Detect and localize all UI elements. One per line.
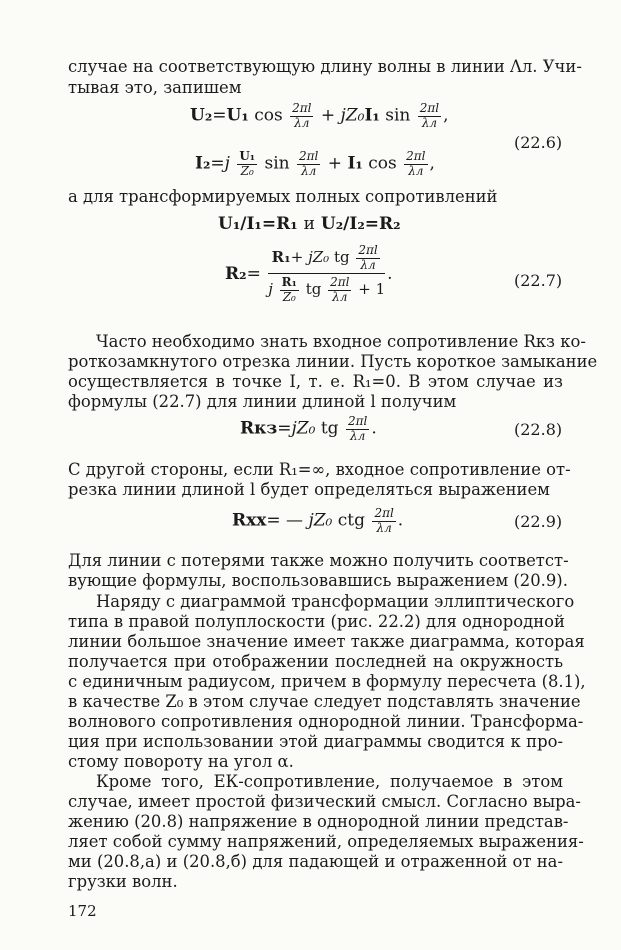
text-line: линии большое значение имеет также диаграмма, которая (68, 632, 585, 651)
equation-22-6-line1: U₂=U₁ cos 2πl λл + jZ₀I₁ sin 2πl λл , (190, 101, 449, 130)
text-line: типа в правой полуплоскости (рис. 22.2) для однородной (68, 612, 565, 631)
text-line: Кроме того, ЕК-сопротивление, получаемое в этом (96, 772, 563, 791)
fraction: $\frac{\text{U₁}}{\text{Z₀}}$ (239, 149, 256, 178)
text-line: С другой стороны, если R₁=∞, входное сопротивление от- (68, 460, 571, 479)
fraction: 2πl λл (299, 149, 319, 178)
fraction: 2πl λл (419, 101, 440, 130)
text-line: а для трансформируемых полных сопротивлений (68, 187, 498, 206)
text-line: Для линии с потерями также можно получить соответст- (68, 551, 569, 570)
text-line: в качестве Z₀ в этом случае следует подставлять значение (68, 692, 581, 711)
equation-number: (22.8) (514, 420, 563, 439)
text-line: формулы (22.7) для линии длиной l получим (68, 392, 457, 411)
page-number: 172 (68, 902, 97, 920)
text-line: вующие формулы, воспользовавшись выражением (20.9). (68, 571, 568, 590)
equation-22-7: R₂= R₁+ jZ₀ tg 2πl λл j $\frac{\text{R₁}}{\text{Z₀}}$ tg 2πl λл + 1 . (225, 243, 393, 304)
text-line: резка линии длиной l будет определяться выражением (68, 480, 550, 499)
equation-22-9: Rхх= — jZ₀ ctg 2πl λл . (232, 506, 404, 535)
equation-number: (22.7) (514, 271, 563, 290)
text-line: случае, имеет простой физический смысл. Согласно выра- (68, 792, 581, 811)
equation-number: (22.9) (514, 512, 563, 531)
fraction: 2πl λл (406, 149, 426, 178)
text-line: ми (20.8,а) и (20.8,б) для падающей и отраженной от на- (68, 852, 563, 871)
fraction: 2πl λл (292, 101, 312, 130)
fraction: 2πl λл (374, 506, 394, 535)
text-line: получается при отображении последней на окружность (68, 652, 563, 671)
equation-impedance-defs: U₁/I₁=R₁ и U₂/I₂=R₂ (218, 214, 401, 234)
equation-22-8: Rкз=jZ₀ tg 2πl λл . (240, 414, 377, 443)
text-line: стому повороту на угол α. (68, 752, 294, 771)
fraction: $\frac{\text{R₁}}{\text{Z₀}}$ (281, 275, 297, 304)
text-line: волнового сопротивления однородной линии. Трансформа- (68, 712, 584, 731)
text-line: случае на соответствующую длину волны в линии Λл. Учи- (68, 57, 582, 76)
fraction: 2πl λл (330, 275, 350, 304)
text-line: Часто необходимо знать входное сопротивление Rкз ко- (96, 332, 586, 351)
text-line: осуществляется в точке I, т. е. R₁=0. В этом случае из (68, 372, 563, 391)
text-line: ция при использовании этой диаграммы сводится к про- (68, 732, 563, 751)
text-line: роткозамкнутого отрезка линии. Пусть короткое замыкание (68, 352, 598, 371)
text-line: Наряду с диаграммой трансформации эллиптического (96, 592, 575, 611)
text-line: с единичным радиусом, причем в формулу пересчета (8.1), (68, 672, 586, 691)
text-line: жению (20.8) напряжение в однородной линии представ- (68, 812, 569, 831)
equation-22-6-line2: I₂=j $\frac{\text{U₁}}{\text{Z₀}}$ sin 2πl λл + I₁ cos 2πl λл , (195, 149, 435, 178)
text-line: грузки волн. (68, 872, 178, 891)
fraction: 2πl λл (358, 243, 378, 272)
fraction: 2πl λл (347, 414, 368, 443)
equation-number: (22.6) (514, 133, 563, 152)
fraction-main: R₁+ jZ₀ tg 2πl λл j $\frac{\text{R₁}}{\text{Z₀}}$ tg 2πl λл + 1 (268, 243, 386, 304)
text-line: ляет собой сумму напряжений, определяемых выражения- (68, 832, 584, 851)
text-line: тывая это, запишем (68, 78, 242, 97)
